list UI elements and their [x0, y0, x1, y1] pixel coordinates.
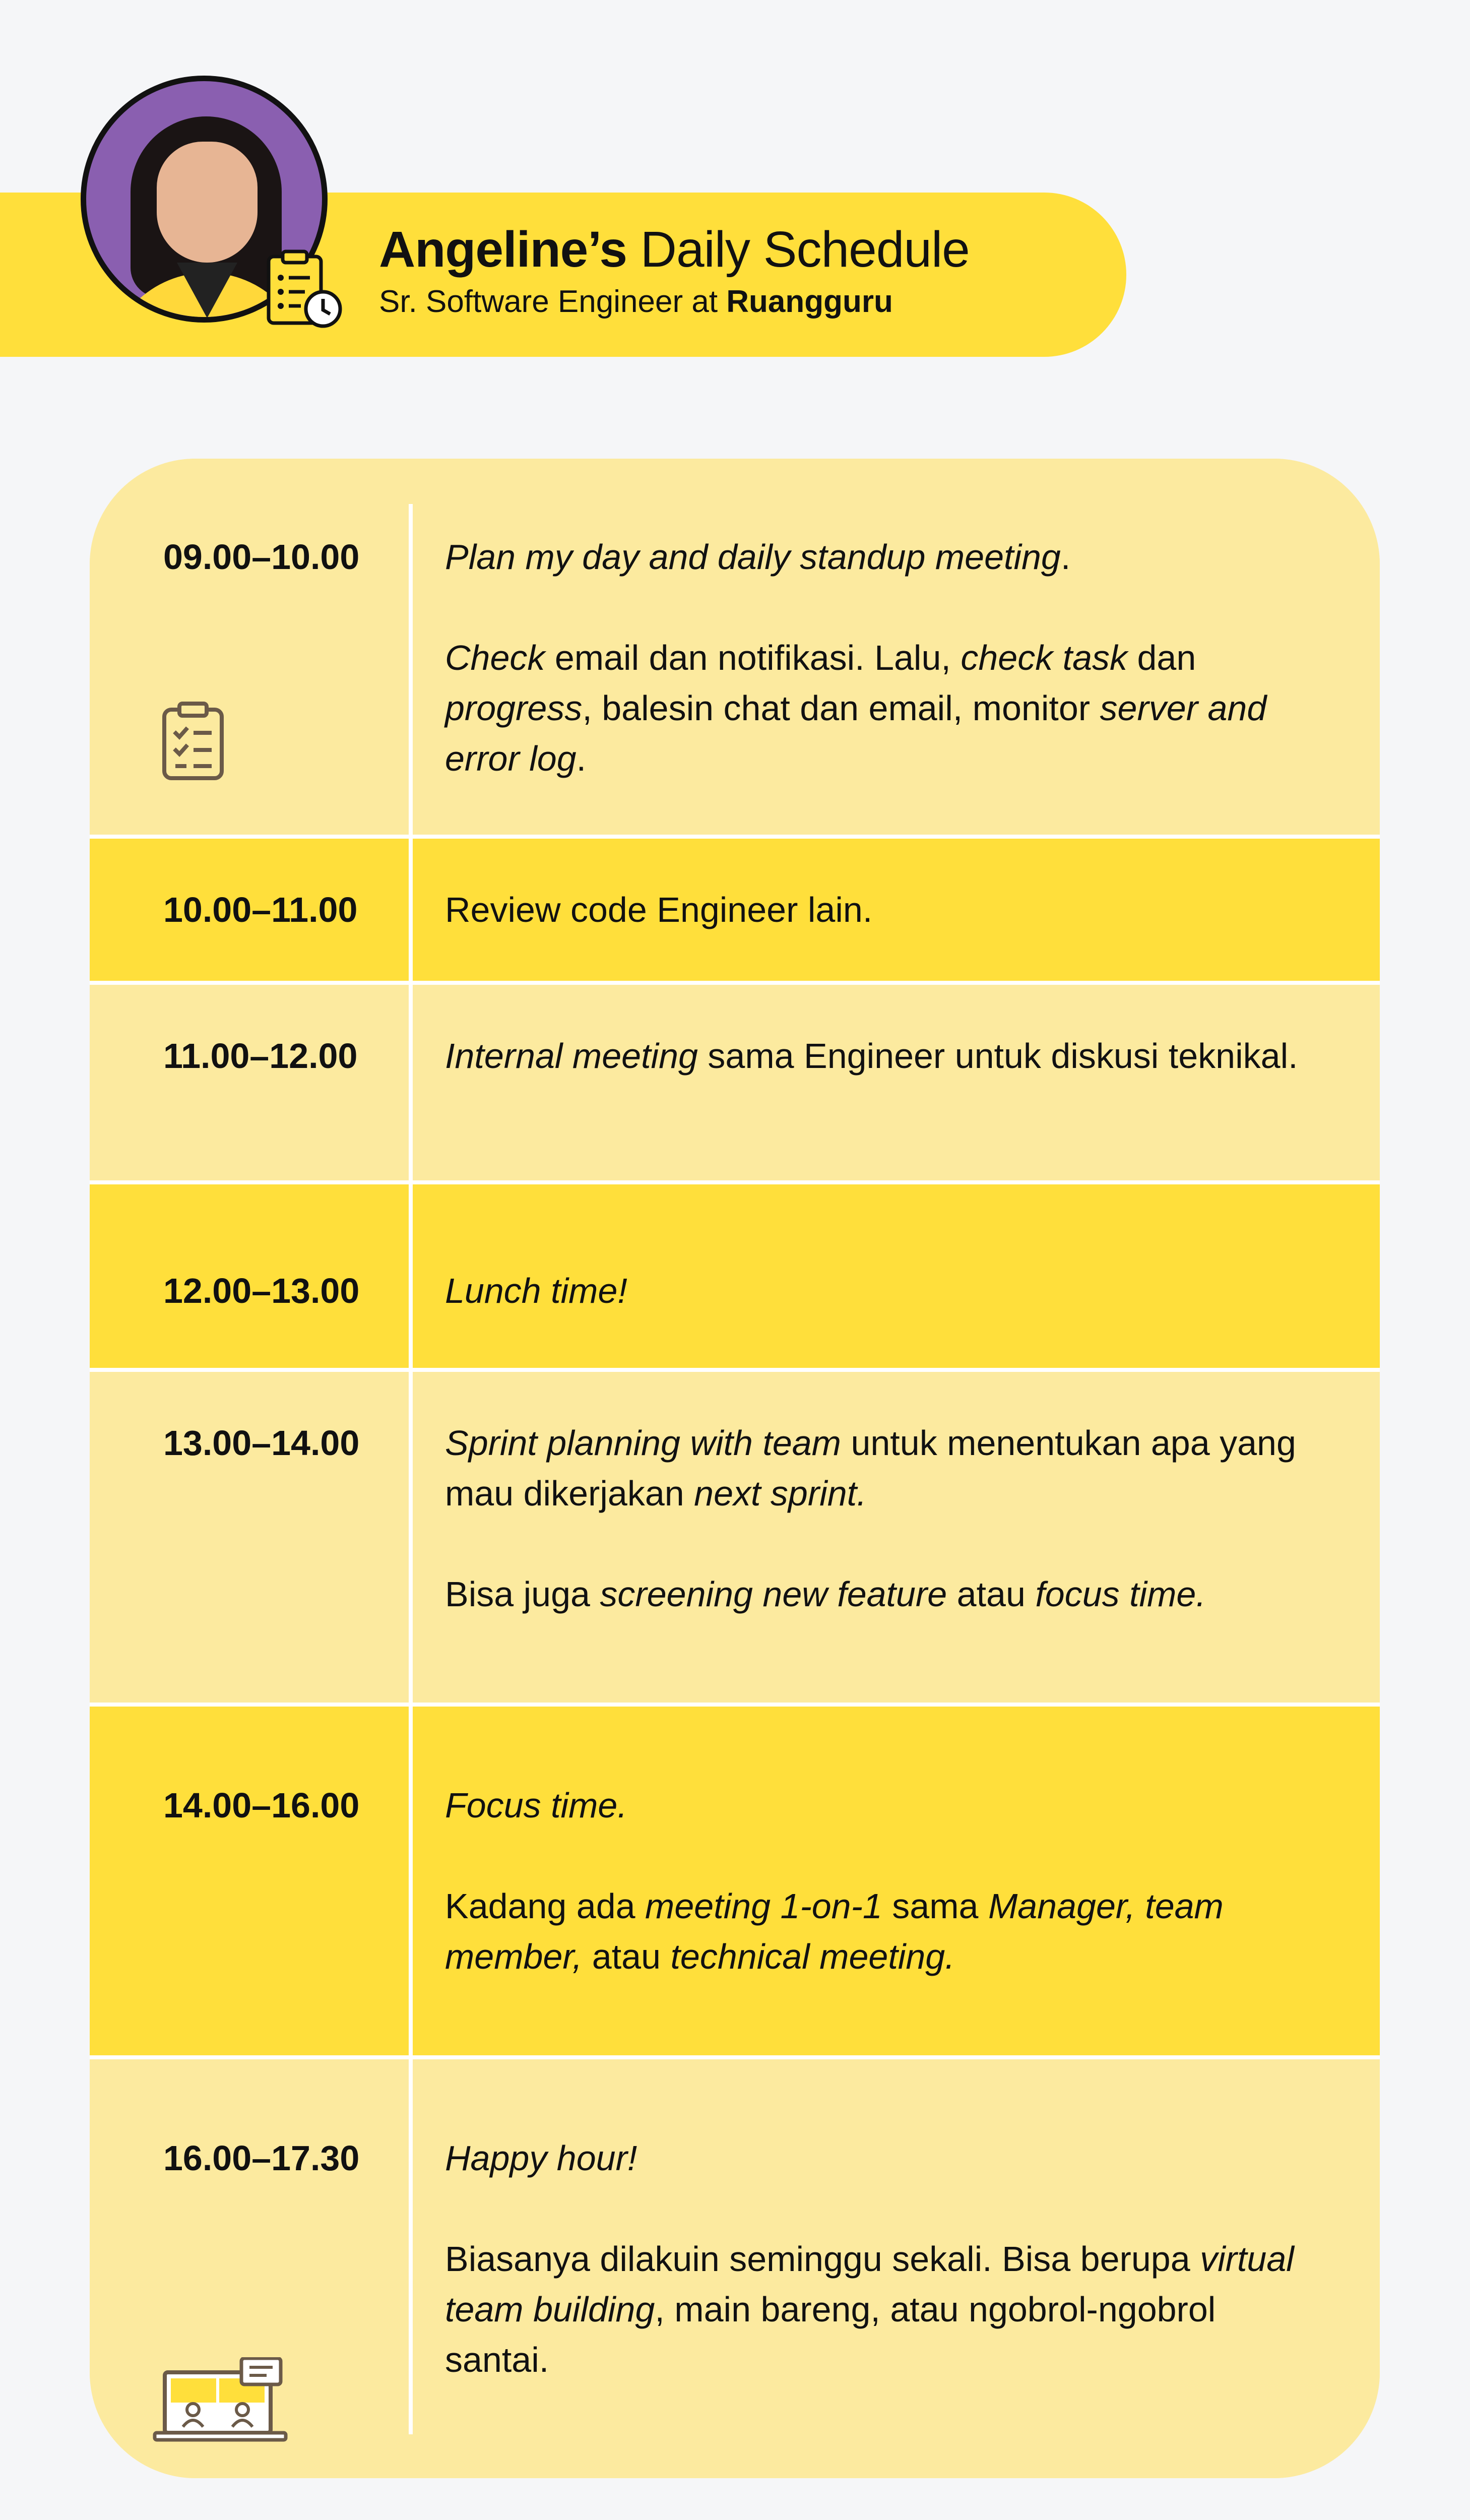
activity-paragraph [445, 1418, 1312, 1519]
row-divider [90, 2055, 1380, 2059]
title-rest: Daily Schedule [640, 221, 970, 278]
body-text: Review code Engineer lain. [445, 890, 873, 929]
body-text: dan [1127, 638, 1196, 677]
row-divider [90, 1180, 1380, 1184]
activity-description [445, 1031, 1312, 1081]
time-slot: 09.00–10.00 [163, 537, 360, 577]
body-text: email dan notifikasi. Lalu, [545, 638, 961, 677]
emphasis-text: server and error log [445, 688, 1267, 778]
page-title [379, 222, 970, 277]
schedule-table [90, 459, 1380, 2478]
row-divider [90, 835, 1380, 839]
emphasis-text: Check [445, 638, 545, 677]
schedule-row [90, 983, 1380, 1182]
emphasis-text: progress [445, 688, 583, 728]
body-text: , main bareng, atau ngobrol-ngobrol santai. [445, 2290, 1216, 2379]
schedule-row [90, 1370, 1380, 1705]
schedule-row [90, 1182, 1380, 1370]
row-divider [90, 1368, 1380, 1372]
avatar-face [157, 142, 258, 263]
title-name: Angeline’s [379, 221, 627, 278]
body-text: atau [582, 1937, 671, 1976]
emphasis-text: Sprint planning with team [445, 1423, 841, 1463]
activity-description [445, 1418, 1312, 1619]
body-text: Biasanya dilakuin seminggu sekali. Bisa berupa [445, 2239, 1200, 2279]
activity-paragraph [445, 2234, 1312, 2385]
activity-paragraph [445, 1266, 1312, 1316]
body-text: atau [947, 1574, 1036, 1614]
activity-paragraph [445, 1881, 1312, 1982]
activity-paragraph [445, 885, 1312, 935]
emphasis-text: Happy hour! [445, 2138, 637, 2178]
emphasis-text: Manager, team member, [445, 1886, 1224, 1976]
activity-description [445, 1266, 1312, 1316]
emphasis-text: check task [961, 638, 1128, 677]
emphasis-text: virtual team building [445, 2239, 1294, 2329]
body-text: Bisa juga [445, 1574, 600, 1614]
activity-description [445, 1780, 1312, 1982]
page-subtitle [379, 284, 893, 320]
emphasis-text: focus time. [1035, 1574, 1206, 1614]
schedule-row [90, 837, 1380, 983]
emphasis-text: Internal meeting [445, 1036, 698, 1076]
column-divider [409, 504, 413, 2434]
time-slot: 14.00–16.00 [163, 1786, 360, 1825]
emphasis-text: Lunch time! [445, 1271, 627, 1310]
body-text: . [1060, 537, 1071, 577]
activity-description [445, 532, 1312, 784]
body-text: untuk menentukan apa yang mau dikerjakan [445, 1423, 1296, 1513]
activity-paragraph [445, 1569, 1312, 1619]
activity-description [445, 2133, 1312, 2385]
time-slot: 12.00–13.00 [163, 1271, 360, 1310]
subtitle-role: Sr. Software Engineer at [379, 284, 718, 319]
time-slot: 13.00–14.00 [163, 1423, 360, 1463]
emphasis-text: screening new feature [600, 1574, 947, 1614]
body-text: sama Engineer untuk diskusi teknikal. [697, 1036, 1298, 1076]
schedule-row [90, 2057, 1380, 2478]
subtitle-company: Ruangguru [726, 284, 893, 319]
schedule-row [90, 459, 1380, 837]
time-slot: 16.00–17.30 [163, 2138, 360, 2178]
activity-paragraph [445, 532, 1312, 582]
row-divider [90, 1703, 1380, 1707]
clipboard-clock-icon [265, 249, 345, 330]
row-divider [90, 981, 1380, 985]
time-slot: 10.00–11.00 [163, 890, 358, 929]
emphasis-text: next sprint. [694, 1474, 867, 1513]
video-call-laptop-icon [153, 2357, 289, 2445]
activity-paragraph [445, 633, 1312, 784]
time-slot: 11.00–12.00 [163, 1036, 358, 1076]
body-text: sama [882, 1886, 988, 1926]
body-text: , balesin chat dan email, monitor [582, 688, 1100, 728]
body-text: Kadang ada [445, 1886, 646, 1926]
activity-paragraph [445, 1780, 1312, 1831]
schedule-row [90, 1705, 1380, 2057]
emphasis-text: meeting 1-on-1 [645, 1886, 882, 1926]
emphasis-text: technical meeting. [670, 1937, 955, 1976]
activity-paragraph [445, 2133, 1312, 2183]
emphasis-text: Focus time. [445, 1786, 627, 1825]
activity-paragraph [445, 1031, 1312, 1081]
body-text: . [576, 739, 587, 778]
activity-description [445, 885, 1312, 935]
checklist-clipboard-icon [160, 701, 226, 784]
emphasis-text: Plan my day and daily standup meeting [445, 537, 1061, 577]
